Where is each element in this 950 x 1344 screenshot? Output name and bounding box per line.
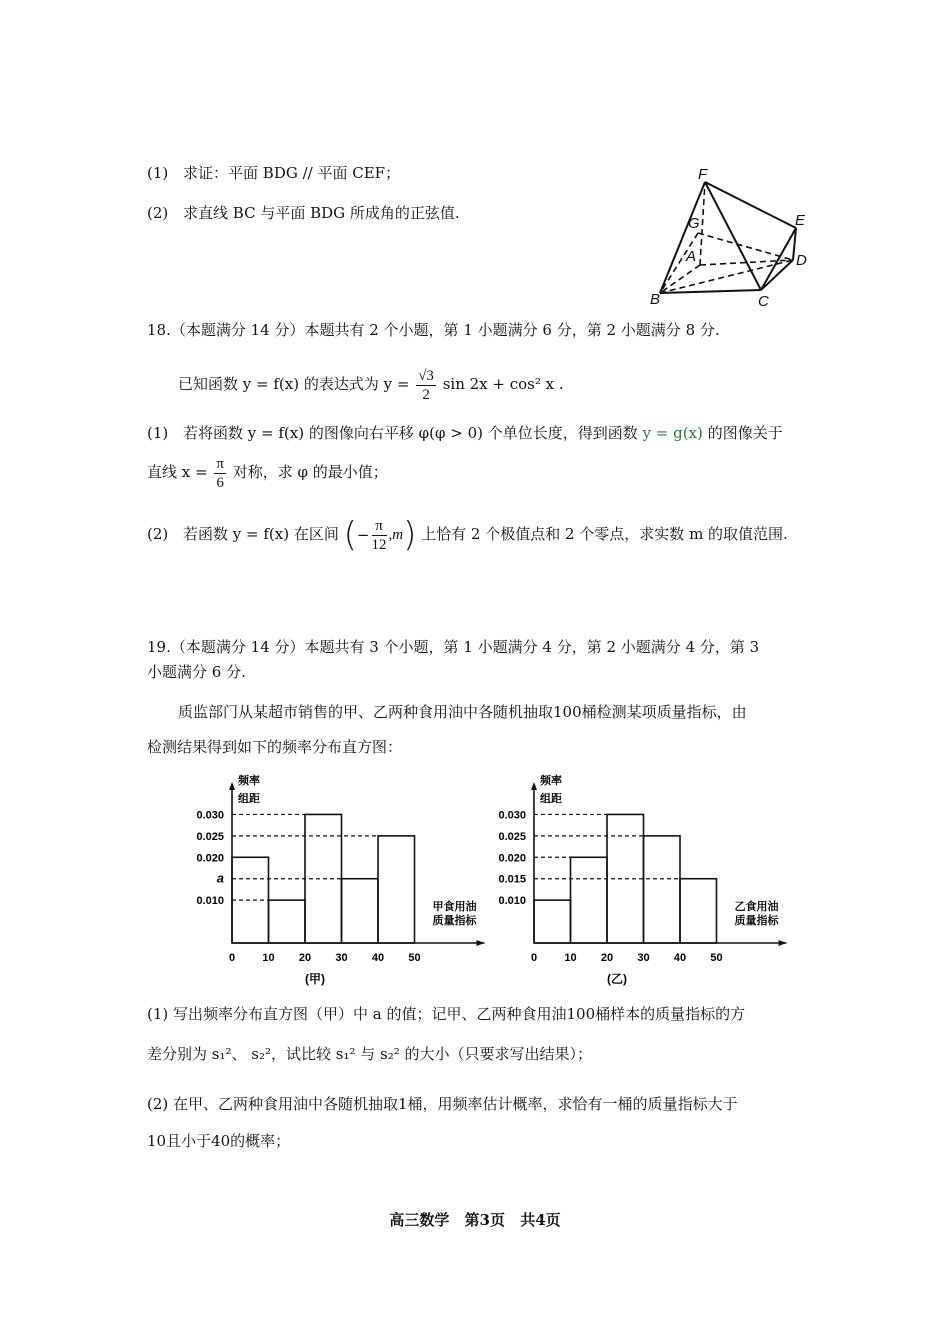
label-C: C: [758, 293, 769, 310]
q19-part2-line2: 10且小于40的概率；: [147, 1132, 291, 1150]
y-label-top: 频率: [540, 775, 562, 787]
y-label-top: 频率: [238, 775, 260, 787]
x-label-line2: 质量指标: [432, 915, 477, 927]
chart-title: (乙): [607, 972, 627, 986]
label-A: A: [686, 248, 697, 265]
pi-over-12-fraction: $\frac{\pi}{12}$: [371, 517, 387, 553]
label-E: E: [795, 212, 806, 229]
x-tick-label: 40: [371, 952, 385, 964]
x-label-line2: 质量指标: [734, 915, 779, 927]
x-tick-label: 50: [710, 952, 723, 964]
q19-part2-line1: (2) 在甲、乙两种食用油中各随机抽取1桶，用频率估计概率，求恰有一桶的质量指标大于: [147, 1095, 738, 1113]
histogram-bar: [269, 900, 306, 943]
sqrt3-over-2-fraction: $\frac{√3}{2}$: [418, 367, 434, 403]
y-tick-label: 0.010: [498, 895, 526, 908]
x-tick-label: 0: [228, 952, 236, 964]
x-label-line1: 甲食用油: [432, 901, 477, 913]
edge-BC: [660, 290, 761, 293]
label-F: F: [698, 166, 708, 183]
q19-header-line1: 19.（本题满分 14 分）本题共有 3 个小题，第 1 小题满分 4 分，第 2 小题满分 4 分，第 3: [147, 638, 760, 656]
histogram-bar: [534, 900, 571, 943]
open-paren: (: [343, 515, 357, 555]
x-tick-label: 20: [600, 952, 614, 964]
q18-part1-line1: (1) 若将函数 y = f(x) 的图像向右平移 φ(φ > 0) 个单位长度，得到函数 y = g(x) 的图像关于: [147, 424, 783, 442]
y-tick-label: a: [216, 870, 224, 886]
x-tick-label: 10: [564, 952, 577, 964]
x-tick-label: 0: [530, 952, 538, 964]
x-label-line1: 乙食用油: [734, 901, 779, 913]
edge-BD-dashed: [660, 260, 793, 293]
x-axis-arrow: [779, 940, 787, 946]
y-tick-label: 0.025: [498, 830, 526, 843]
y-axis-arrow: [229, 782, 235, 790]
y-axis-arrow: [531, 782, 537, 790]
histogram-yi: [487, 768, 797, 988]
y-tick-label: 0.030: [196, 809, 224, 822]
x-tick-label: 30: [637, 952, 650, 964]
label-B: B: [650, 291, 661, 308]
close-paren: ): [403, 515, 417, 555]
q18-header: 18.（本题满分 14 分）本题共有 2 个小题，第 1 小题满分 6 分，第 2 小题满分 8 分.: [147, 321, 720, 339]
x-tick-label: 30: [335, 952, 348, 964]
y-tick-label: 0.010: [196, 895, 224, 908]
histogram-bar: [378, 836, 415, 943]
x-tick-label: 20: [298, 952, 312, 964]
histogram-bar: [342, 879, 379, 943]
histogram-bar: [571, 857, 608, 943]
q18-part1-line2: 直线 x = $\frac{\pi}{6}$ 对称，求 φ 的最小值；: [147, 455, 388, 491]
y-tick-label: 0.015: [498, 873, 526, 886]
x-tick-label: 50: [408, 952, 421, 964]
edge-FC: [705, 182, 761, 290]
y-label-bottom: 组距: [238, 793, 260, 805]
q18-intro: 已知函数 y = f(x) 的表达式为 y = $\frac{√3}{2}$ sin 2x + cos² x .: [178, 367, 564, 403]
y-tick-label: 0.025: [196, 830, 224, 843]
x-tick-label: 10: [262, 952, 275, 964]
q19-intro-line1: 质监部门从某超市销售的甲、乙两种食用油中各随机抽取100桶检测某项质量指标，由: [178, 703, 747, 721]
q17-part2: (2) 求直线 BC 与平面 BDG 所成角的正弦值.: [147, 204, 460, 222]
label-D: D: [796, 252, 807, 269]
x-tick-label: 40: [673, 952, 687, 964]
y-label-bottom: 组距: [540, 793, 562, 805]
y-tick-label: 0.030: [498, 809, 526, 822]
q18-part2: (2) 若函数 y = f(x) 在区间 (− $\frac{\pi}{12}$ ,m) 上恰有 2 个极值点和 2 个零点，求实数 m 的取值范围.: [147, 515, 788, 555]
q19-part1-line2: 差分别为 s₁²、 s₂²，试比较 s₁² 与 s₂² 的大小（只要求写出结果）；: [147, 1045, 593, 1063]
edge-CE: [761, 228, 796, 290]
chart-title: (甲): [305, 972, 325, 986]
pi-over-6-fraction: $\frac{\pi}{6}$: [216, 455, 224, 491]
q19-intro-line2: 检测结果得到如下的频率分布直方图：: [147, 738, 403, 756]
pyramid-figure: [648, 165, 818, 310]
page-footer: 高三数学 第3页 共4页: [389, 1211, 561, 1229]
label-G: G: [688, 215, 700, 232]
histogram-bar: [680, 879, 717, 943]
q19-part1-line1: (1) 写出频率分布直方图（甲）中 a 的值；记甲、乙两种食用油100桶样本的质量指标的方: [147, 1005, 746, 1023]
edge-GD-dashed: [698, 233, 793, 260]
edge-FE: [705, 182, 796, 228]
y-tick-label: 0.020: [498, 852, 526, 865]
histogram-bar: [644, 836, 681, 943]
x-axis-arrow: [477, 940, 485, 946]
q17-part1: (1) 求证：平面 BDG // 平面 CEF；: [147, 164, 401, 182]
y-tick-label: 0.020: [196, 852, 224, 865]
q19-header-line2: 小题满分 6 分.: [147, 663, 246, 681]
histogram-jia: [185, 768, 495, 988]
